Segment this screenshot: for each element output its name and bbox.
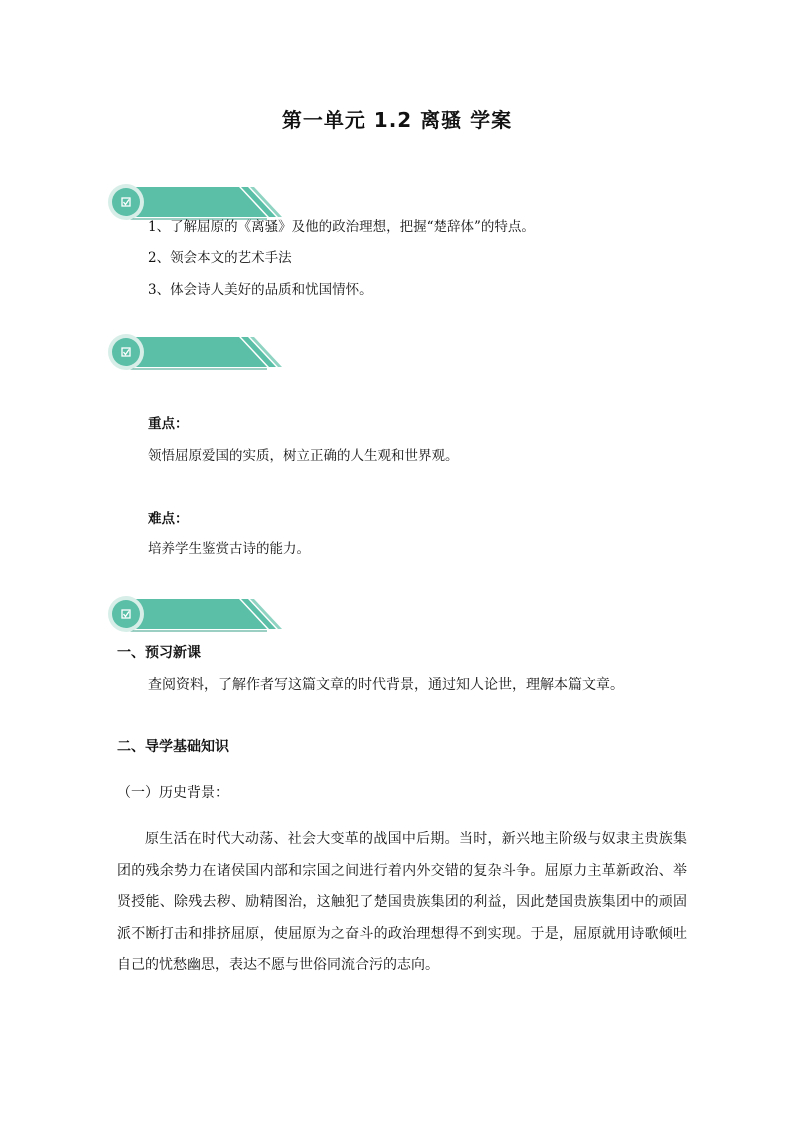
banner-graphic — [107, 333, 282, 373]
section-banner-key-points — [107, 333, 282, 373]
objective-item-1: 1、了解屈原的《离骚》及他的政治理想，把握“楚辞体”的特点。 — [148, 219, 535, 235]
banner-graphic — [107, 595, 282, 635]
key-point-label: 重点： — [148, 416, 189, 432]
preview-text: 查阅资料，了解作者写这篇文章的时代背景，通过知人论世，理解本篇文章。 — [148, 677, 624, 693]
page-title: 第一单元 1.2 离骚 学案 — [281, 108, 513, 132]
key-point-text: 领悟屈原爱国的实质，树立正确的人生观和世界观。 — [148, 448, 459, 464]
objective-item-3: 3、体会诗人美好的品质和忧国情怀。 — [148, 282, 373, 298]
section-heading-basics: 二、导学基础知识 — [117, 739, 229, 755]
difficulty-label: 难点： — [148, 511, 189, 527]
subheading-history: （一）历史背景： — [117, 785, 229, 801]
section-heading-preview: 一、预习新课 — [117, 645, 201, 661]
objective-item-2: 2、领会本文的艺术手法 — [148, 250, 292, 266]
difficulty-text: 培养学生鉴赏古诗的能力。 — [148, 541, 310, 557]
section-banner-study — [107, 595, 282, 635]
history-paragraph: 原生活在时代大动荡、社会大变革的战国中后期。当时，新兴地主阶级与奴隶主贵族集团的残余势力在诸侯国内部和宗国之间进行着内外交错的复杂斗争。屈原力主革新政治、举贤授能、除残去秽、励精图治，这触犯了楚国贵族集团的利益，因此楚国贵族集团中的顽固派不断打击和排挤屈原，使屈原为之奋斗的政治理想得不到实现。于是，屈原就用诗歌倾吐自己的忧愁幽思，表达不愿与世俗同流合污的志向。 — [117, 831, 687, 973]
